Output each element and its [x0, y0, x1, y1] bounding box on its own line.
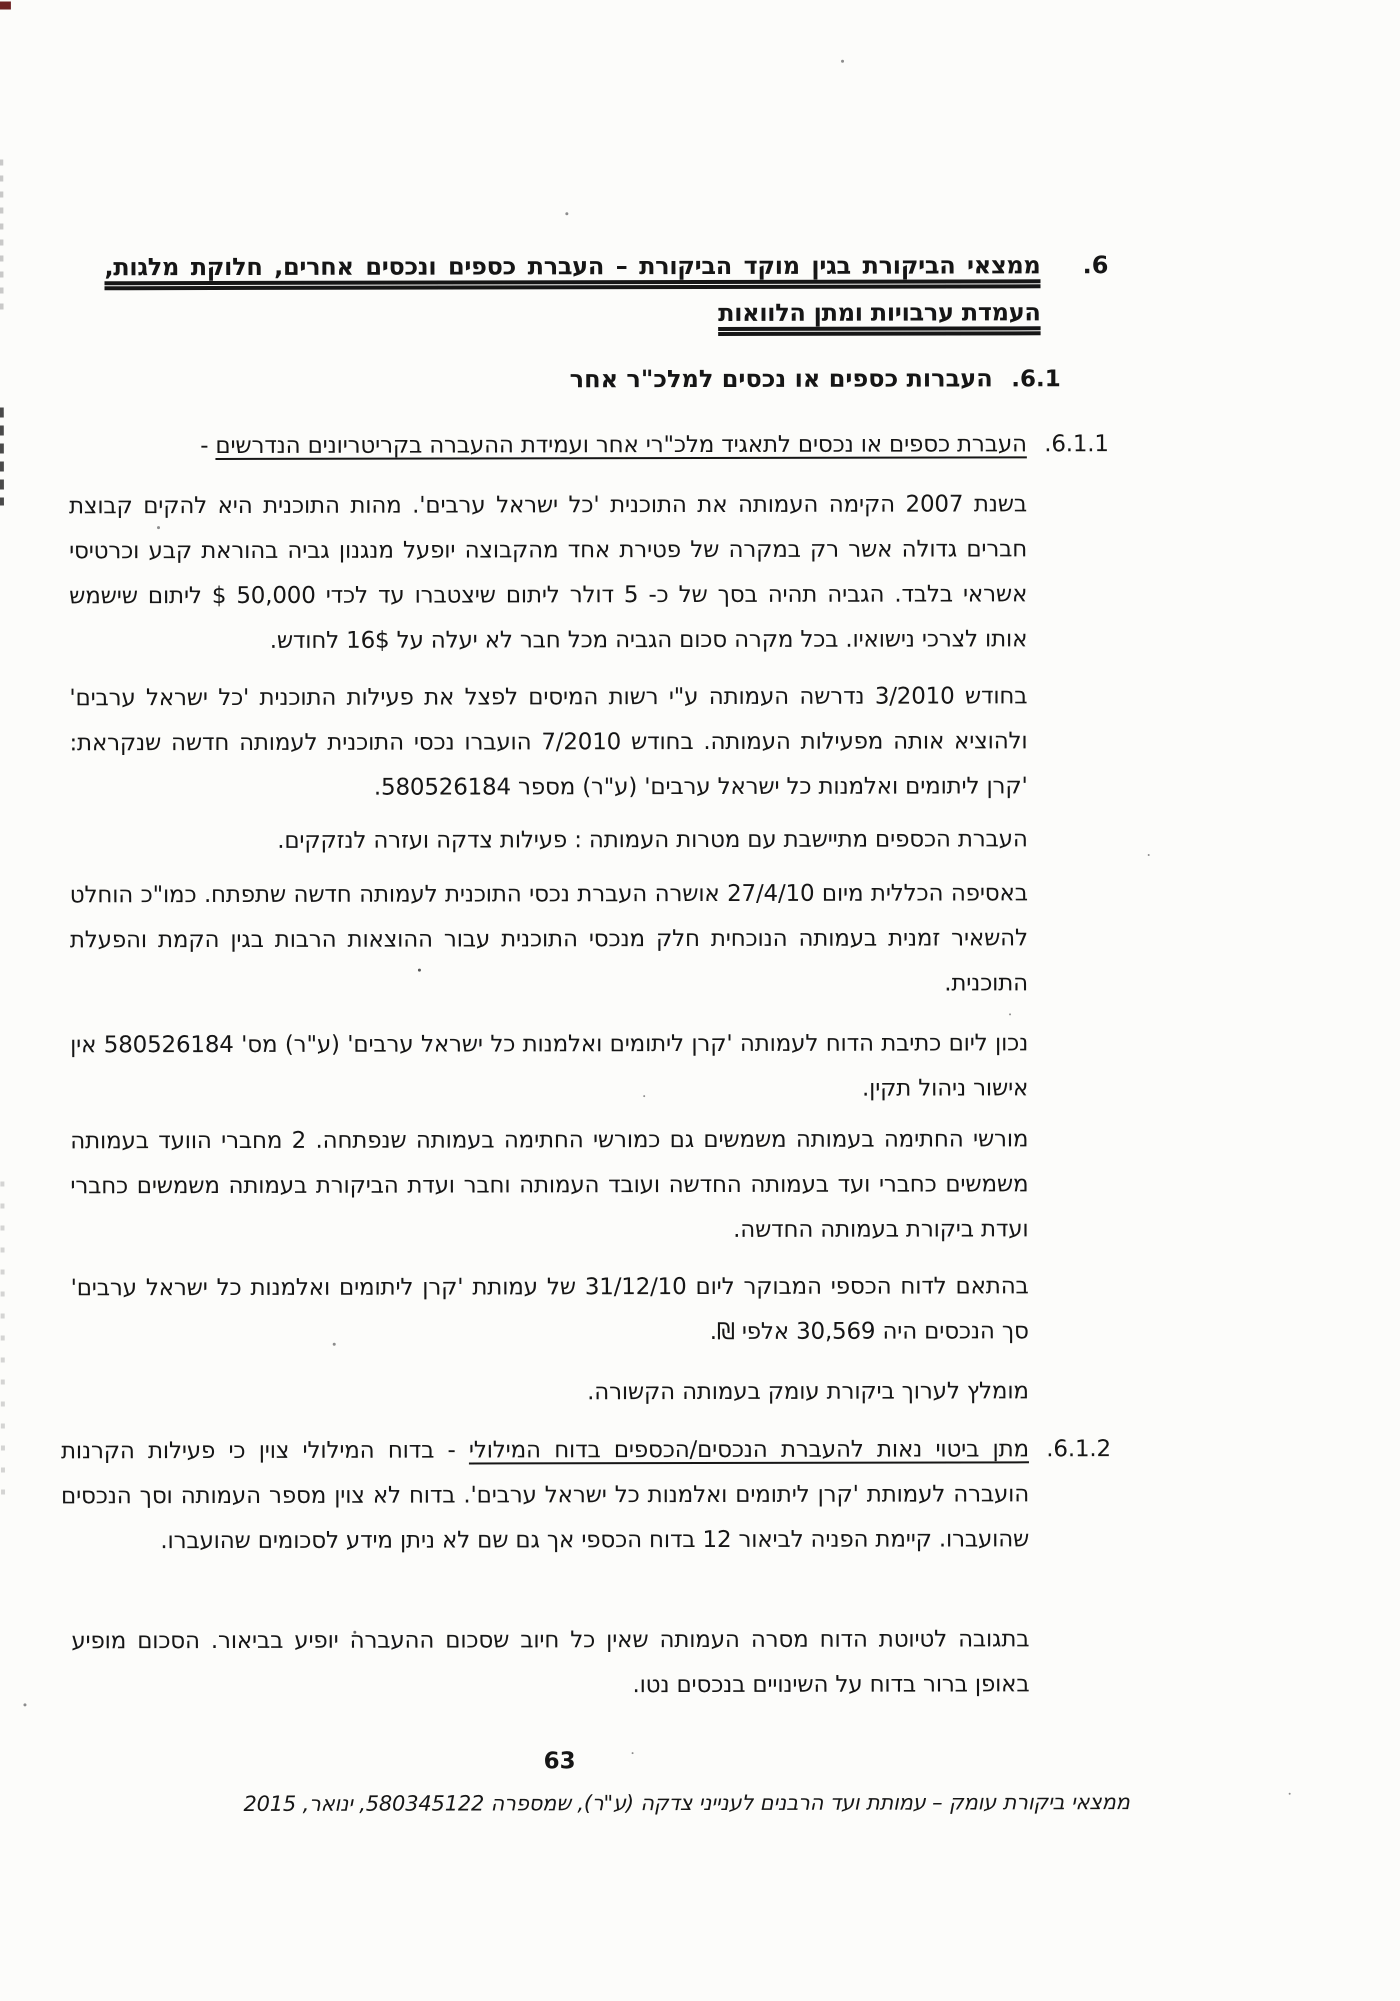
- section-6-1-heading: העברות כספים או נכסים למלכ"ר אחר: [569, 364, 993, 394]
- page-number: 63: [543, 1748, 576, 1775]
- paragraph-no-proper-management-approval: נכון ליום כתיבת הדוח לעמותה 'קרן ליתומים ואלמנות כל ישראל ערבים' (ע"ר) מס' 580526184 אין אישור ניהול תקין.: [70, 1030, 1029, 1102]
- section-6: [104, 242, 1108, 338]
- page-footer: ממצאי ביקורת עומק – עמותת ועד הרבנים לענייני צדקה (ע"ר), שמספרה 580345122, ינואר, 2015: [243, 1790, 1130, 1816]
- section-6-1-2-body: בדוח המילולי צוין כי פעילות הקרנות הועברה לעמותת 'קרן ליתומים ואלמנות כל ישראל ערבים'. בדוח לא צוין מספר העמותה וסך הנכסים שהועברו. קיימת הפניה לביאור 12 בדוח הכספי אך גם שם לא ניתן מידע לסכומים שהועברו.: [60, 1437, 1030, 1555]
- scan-dot: [632, 1752, 634, 1754]
- scan-edge-mark: [0, 1181, 5, 1511]
- scan-dot: [1009, 1013, 1011, 1015]
- scan-corner-mark: [0, 1, 11, 9]
- section-6-1-1-heading: העברת כספים או נכסים לתאגיד מלכ"רי אחר ועמידת ההעברה בקריטריונים הנדרשים: [215, 431, 1027, 460]
- section-6-1-1: [59, 422, 1109, 469]
- paragraph-tax-authority-split: בחודש 3/2010 נדרשה העמותה ע"י רשות המיסים לפצל את פעילות התוכנית 'כל ישראל ערבים' ולהוציא אותה מפעילות העמותה. בחודש 7/2010 הועברו נכסי התוכנית לעמותה חדשה שנקראת: 'קרן ליתומים ואלמנות כל ישראל ערבים' (ע"ר) מספר 580526184.: [69, 683, 1028, 801]
- section-6-1: [105, 356, 1061, 405]
- paragraph-general-assembly: באסיפה הכללית מיום 27/4/10 אושרה העברת נכסי התוכנית לעמותה חדשה שתפתח. כמו"כ הוחלט להשאיר זמנית בעמותה הנוכחית חלק מנכסי התוכנית עבור ההוצאות הרבות בגין הקמת והפעלת התוכנית.: [69, 880, 1028, 997]
- scan-dot: [841, 60, 844, 63]
- section-6-1-number: 6.1.: [1011, 366, 1061, 393]
- scan-dot: [1289, 1793, 1291, 1795]
- scan-dot: [1148, 854, 1150, 856]
- section-6-1-1-heading-line: [59, 422, 1027, 469]
- section-6-1-2-text: [61, 1427, 1029, 1564]
- paragraph-signatories: מורשי החתימה בעמותה משמשים גם כמורשי החתימה בעמותה שנפתחה. 2 מחברי הוועד בעמותה משמשים כחברי ועד בעמותה החדשה ועובד העמותה וחבר ועדת הביקורת בעמותה משמשים כחברי ועדת ביקורת בעמותה החדשה.: [70, 1126, 1029, 1243]
- scan-dot: [23, 1703, 26, 1706]
- paragraph-association-response: בתגובה לטיוטת הדוח מסרה העמותה שאין כל חיוב שסכום ההעברה יופיע בביאור. הסכום מופיע באופן ברור בדוח על השינויים בנכסים נטו.: [71, 1626, 1030, 1699]
- paragraph-transfer-purposes: העברת הכספים מתיישבת עם מטרות העמותה : פעילות צדקה ועזרה לנזקקים.: [277, 826, 1028, 854]
- section-6-number: 6.: [1082, 251, 1109, 280]
- section-6-1-1-heading-suffix: -: [200, 433, 216, 460]
- scan-edge-mark: [0, 407, 4, 505]
- paragraph-recommendation: מומלץ לערוך ביקורת עומק בעמותה הקשורה.: [587, 1378, 1029, 1406]
- section-6-1-2-number: 6.1.2.: [1046, 1436, 1111, 1463]
- scan-dot: [565, 212, 568, 215]
- section-6-1-2-separator: -: [434, 1437, 469, 1464]
- scan-edge-mark: [0, 159, 4, 314]
- section-6-1-1-number: 6.1.1.: [1044, 431, 1109, 458]
- paragraph-program-founding: בשנת 2007 הקימה העמותה את התוכנית 'כל ישראל ערבים'. מהות התוכנית היא להקים קבוצת חברים גדולה אשר רק במקרה של פטירת אחד מהקבוצה יופעל מנגנון גביה בהוראת קבע וכרטיסי אשראי בלבד. הגביה תהיה בסך של כ- 5 דולר ליתום שיצטברו עד לכדי 50,000 $ ליתום שישמש אותו לצרכי נישואיו. בכל מקרה סכום הגביה מכל חבר לא יעלה על 16$ לחודש.: [68, 491, 1028, 654]
- section-6-1-2-heading: מתן ביטוי נאות להעברת הנכסים/הכספים בדוח המילולי: [468, 1436, 1029, 1464]
- section-6-1-2: [61, 1427, 1111, 1564]
- paragraph-financial-report-assets: בהתאם לדוח הכספי המבוקר ליום 31/12/10 של עמותת 'קרן ליתומים ואלמנות כל ישראל ערבים' סך הנכסים היה 30,569 אלפי ₪.: [70, 1273, 1029, 1345]
- section-6-title: ממצאי הביקורת בגין מוקד הביקורת – העברת כספים ונכסים אחרים, חלוקת מלגות, העמדת ערבויות ומתן הלוואות: [104, 251, 1041, 327]
